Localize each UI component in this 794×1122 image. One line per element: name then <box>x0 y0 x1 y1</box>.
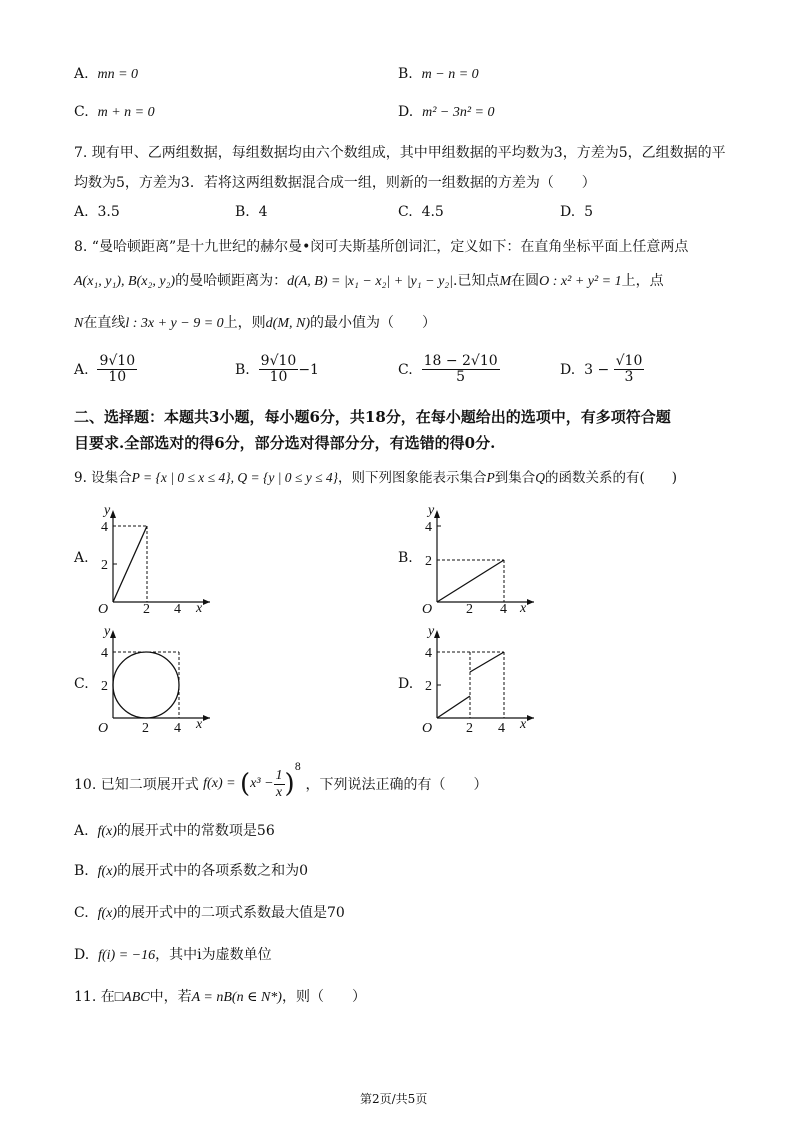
q8-option-b: B. $\frac{9√10}{10}$ −1 <box>235 353 319 386</box>
x-axis-label: x <box>520 601 527 615</box>
tick-2: 2 <box>466 602 473 615</box>
q8-option-c: C. $\frac{18 - 2√10}{5}$ <box>398 353 498 386</box>
q8-option-d: D. 3 − $\frac{√10}{3}$ <box>560 353 643 386</box>
tick-4: 4 <box>498 721 505 736</box>
x-axis-label: x <box>196 717 203 732</box>
q8-option-a: A. $\frac{9√10}{10}$ <box>74 353 136 386</box>
y-axis-label: y <box>104 624 111 639</box>
tick-2: 2 <box>101 679 108 694</box>
q7-option-c: C. 4.5 <box>398 204 444 220</box>
y-axis-label: y <box>428 624 435 639</box>
q8-stem-line3: N在直线l : 3x + y − 9 = 0上，则d(M, N)的最小值为（ ） <box>74 315 436 331</box>
q6-option-c: C. m + n = 0 <box>74 104 155 120</box>
tick-2: 2 <box>101 558 108 573</box>
left-paren: ( <box>240 769 251 799</box>
tick-4: 4 <box>174 602 181 615</box>
q8-stem-line2: A(x₁, y₁), B(x₂, y₂)的曼哈顿距离为：d(A, B) = |x₁ − x₂| + |y₁ − y₂|.已知点M在圆O : x² + y² = 1上，点 <box>74 273 664 289</box>
tick-2: 2 <box>142 721 149 736</box>
origin-label: O <box>422 721 433 736</box>
y-axis-label: y <box>428 503 435 518</box>
q11-stem: 11. 在□ABC中，若A = nB(n ∈ N*)，则（ ） <box>74 989 366 1005</box>
origin-label: O <box>422 602 433 615</box>
page-footer: 第2页/共5页 <box>360 1092 428 1106</box>
tick-4: 4 <box>425 520 432 535</box>
q9-graph-d-label: D. <box>398 676 414 692</box>
q7-option-b: B. 4 <box>235 204 268 220</box>
tick-2: 2 <box>466 721 473 736</box>
q9-graph-a <box>88 500 218 615</box>
tick-4: 4 <box>425 646 432 661</box>
tick-4: 4 <box>500 602 507 615</box>
tick-4: 4 <box>101 646 108 661</box>
tick-4: 4 <box>101 520 108 535</box>
q8-stem-line1: 8. “曼哈顿距离”是十九世纪的赫尔曼•闵可夫斯基所创词汇，定义如下：在直角坐标平面上任意两点 <box>74 239 689 255</box>
q7-option-a: A. 3.5 <box>74 204 120 220</box>
q9-graph-c <box>88 622 218 740</box>
right-paren: ) <box>284 769 295 799</box>
origin-label: O <box>98 602 109 615</box>
x-axis-label: x <box>196 601 203 615</box>
tick-2: 2 <box>143 602 150 615</box>
section-2-heading-line2: 目要求.全部选对的得6分，部分选对得部分分，有选错的得0分. <box>74 434 496 452</box>
q6-option-a: A. mn = 0 <box>74 66 139 82</box>
q10-option-d: D. f(i) = −16，其中i为虚数单位 <box>74 947 272 963</box>
q10-stem: 10. 已知二项展开式 f(x) = (x³ − $\frac{1}{x}$ )$^8$ ，下列说法正确的有（ ） <box>74 762 488 800</box>
tick-2: 2 <box>425 679 432 694</box>
q7-stem-line1: 7. 现有甲、乙两组数据，每组数据均由六个数组成，其中甲组数据的平均数为3，方差为5，乙组数据的平 <box>74 145 726 161</box>
q10-option-a: A. f(x)的展开式中的常数项是56 <box>74 823 275 839</box>
q6-option-d: D. m² − 3n² = 0 <box>398 104 495 120</box>
q10-option-c: C. f(x)的展开式中的二项式系数最大值是70 <box>74 905 345 921</box>
q10-option-b: B. f(x)的展开式中的各项系数之和为0 <box>74 863 309 879</box>
q9-graph-a-label: A. <box>74 550 89 566</box>
q6-option-b: B. m − n = 0 <box>398 66 479 82</box>
tick-4: 4 <box>174 721 181 736</box>
q9-graph-c-label: C. <box>74 676 89 692</box>
y-axis-label: y <box>104 503 111 518</box>
q9-graph-d <box>412 622 542 740</box>
q9-graph-b <box>412 500 542 615</box>
origin-label: O <box>98 721 109 736</box>
q7-option-d: D. 5 <box>560 204 594 220</box>
section-2-heading-line1: 二、选择题：本题共3小题，每小题6分，共18分，在每小题给出的选项中，有多项符合题 <box>74 408 671 426</box>
tick-2: 2 <box>425 554 432 569</box>
x-axis-label: x <box>520 717 527 732</box>
q7-stem-line2: 均数为5，方差为3．若将这两组数据混合成一组，则新的一组数据的方差为（ ） <box>74 175 596 191</box>
q9-stem: 9. 设集合P = {x | 0 ≤ x ≤ 4}, Q = {y | 0 ≤ y ≤ 4}，则下列图象能表示集合P到集合Q的函数关系的有( ) <box>74 470 678 486</box>
q9-graph-b-label: B. <box>398 550 413 566</box>
